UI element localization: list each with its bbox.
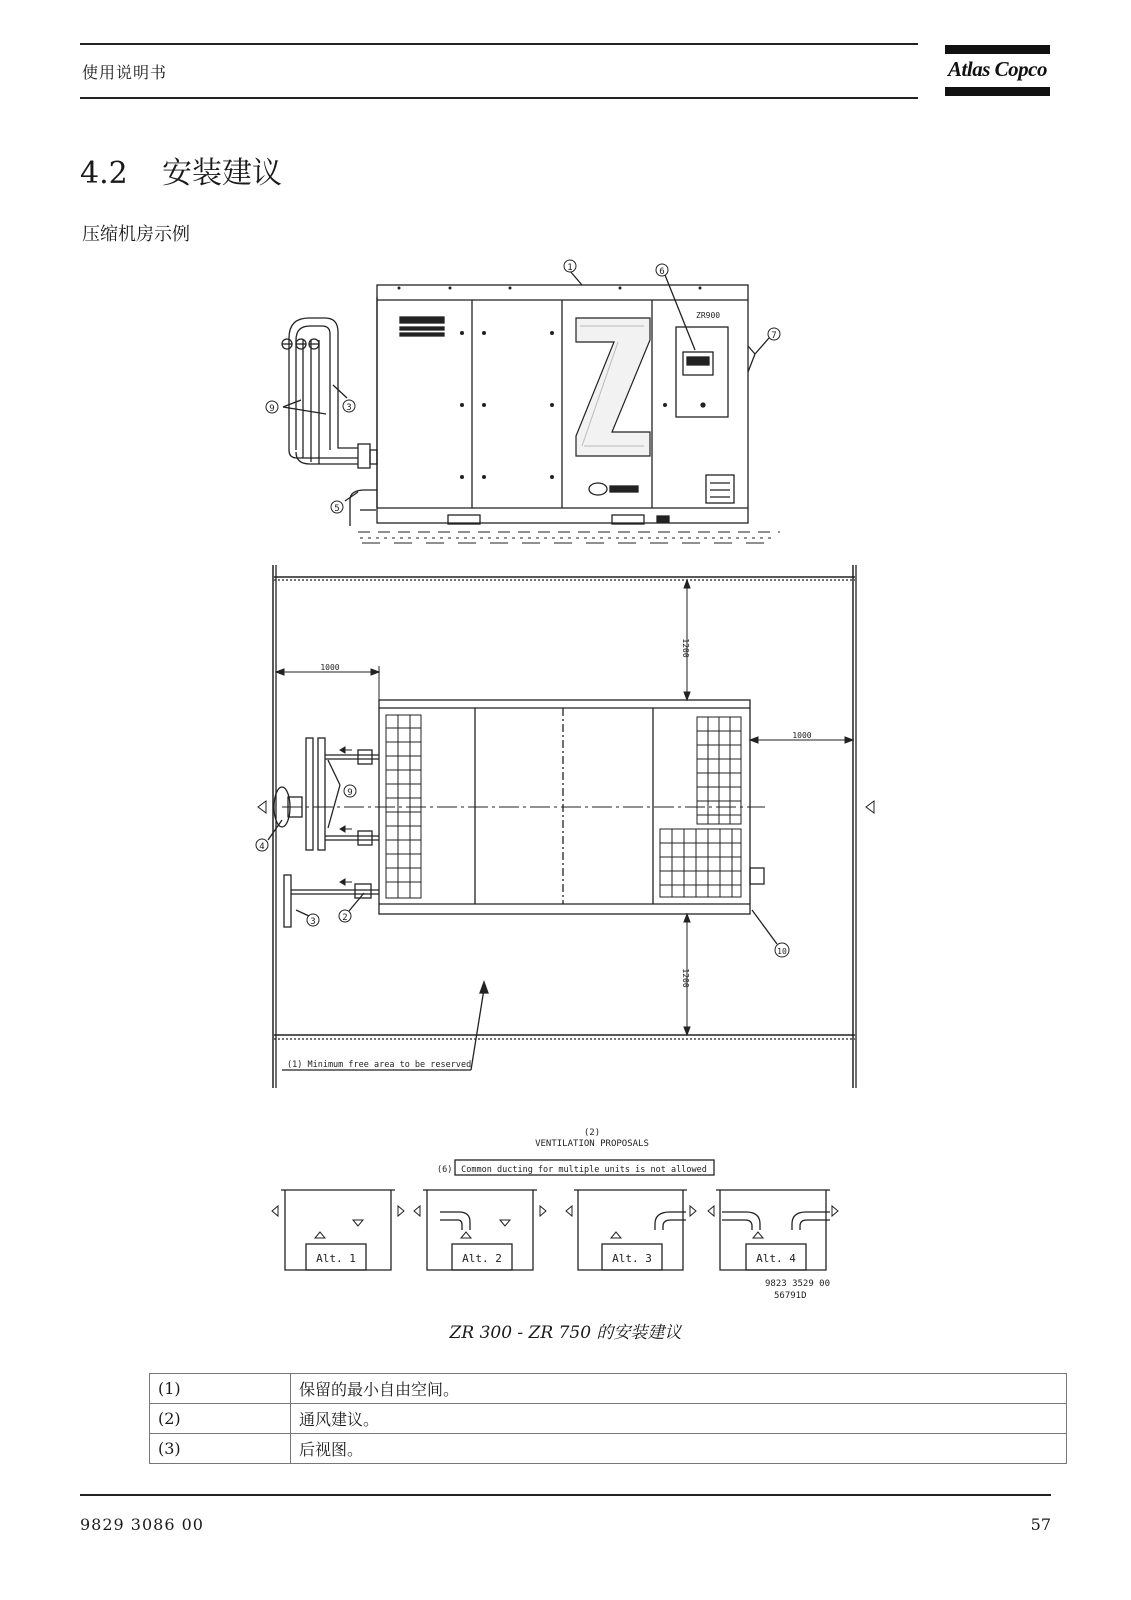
front-view bbox=[282, 271, 780, 543]
header-title: 使用说明书 bbox=[82, 63, 168, 82]
callout-label-9b: 9 bbox=[347, 788, 353, 798]
callout-label-2: 2 bbox=[342, 913, 348, 923]
callout-label-3: 3 bbox=[346, 403, 352, 413]
legend-ref: (2) bbox=[150, 1404, 291, 1434]
callout-label-4: 4 bbox=[259, 842, 265, 852]
footer-rule bbox=[80, 1494, 1051, 1496]
page-number: 57 bbox=[1030, 1515, 1051, 1534]
alt-4-label: Alt. 4 bbox=[756, 1252, 796, 1265]
alt-3-label: Alt. 3 bbox=[612, 1252, 652, 1265]
logo-text: Atlas Copco bbox=[948, 57, 1047, 81]
table-row bbox=[150, 1404, 1067, 1434]
legend-text: 通风建议。 bbox=[291, 1404, 1067, 1434]
figure-caption: ZR 300 - ZR 750 的安装建议 bbox=[449, 1323, 682, 1343]
plan-note: (1) Minimum free area to be reserved bbox=[287, 1060, 472, 1070]
dim-left: 1000 bbox=[320, 663, 340, 672]
section-title: 安装建议 bbox=[162, 156, 282, 191]
dim-right: 1000 bbox=[792, 731, 812, 740]
callout-label-5: 5 bbox=[334, 504, 340, 514]
table-row bbox=[150, 1374, 1067, 1404]
legend-text: 后视图。 bbox=[291, 1434, 1067, 1464]
callout-label-7: 7 bbox=[771, 331, 777, 341]
vent-warning: Common ducting for multiple units is not allowed bbox=[461, 1165, 707, 1175]
plan-view bbox=[258, 565, 874, 1088]
vent-warning-num: (6) bbox=[437, 1165, 453, 1175]
callout-label-10: 10 bbox=[777, 947, 787, 956]
table-row bbox=[150, 1434, 1067, 1464]
callout-label-6: 6 bbox=[659, 267, 665, 277]
legend-text: 保留的最小自由空间。 bbox=[291, 1374, 1067, 1404]
unit-badge: ZR900 bbox=[696, 311, 721, 320]
vent-num: (2) bbox=[583, 1128, 601, 1138]
callout-label-3b: 3 bbox=[310, 917, 316, 927]
doc-number: 9829 3086 00 bbox=[80, 1515, 204, 1534]
legend-ref: (1) bbox=[150, 1374, 291, 1404]
vent-title: VENTILATION PROPOSALS bbox=[535, 1139, 649, 1149]
dim-top: 1200 bbox=[681, 638, 690, 658]
legend-table bbox=[149, 1373, 1067, 1464]
legend-ref: (3) bbox=[150, 1434, 291, 1464]
section-number: 4.2 bbox=[80, 156, 128, 191]
alt-2-label: Alt. 2 bbox=[462, 1252, 502, 1265]
alt-1-label: Alt. 1 bbox=[316, 1252, 356, 1265]
callout-label-9: 9 bbox=[269, 404, 275, 414]
drawing-number: 9823 3529 00 bbox=[765, 1279, 831, 1289]
subheading: 压缩机房示例 bbox=[82, 224, 190, 245]
ventilation-proposals bbox=[272, 1160, 838, 1270]
dim-bottom: 1200 bbox=[681, 968, 690, 988]
drawing-revision: 56791D bbox=[774, 1291, 807, 1301]
callout-label-1: 1 bbox=[567, 263, 573, 273]
